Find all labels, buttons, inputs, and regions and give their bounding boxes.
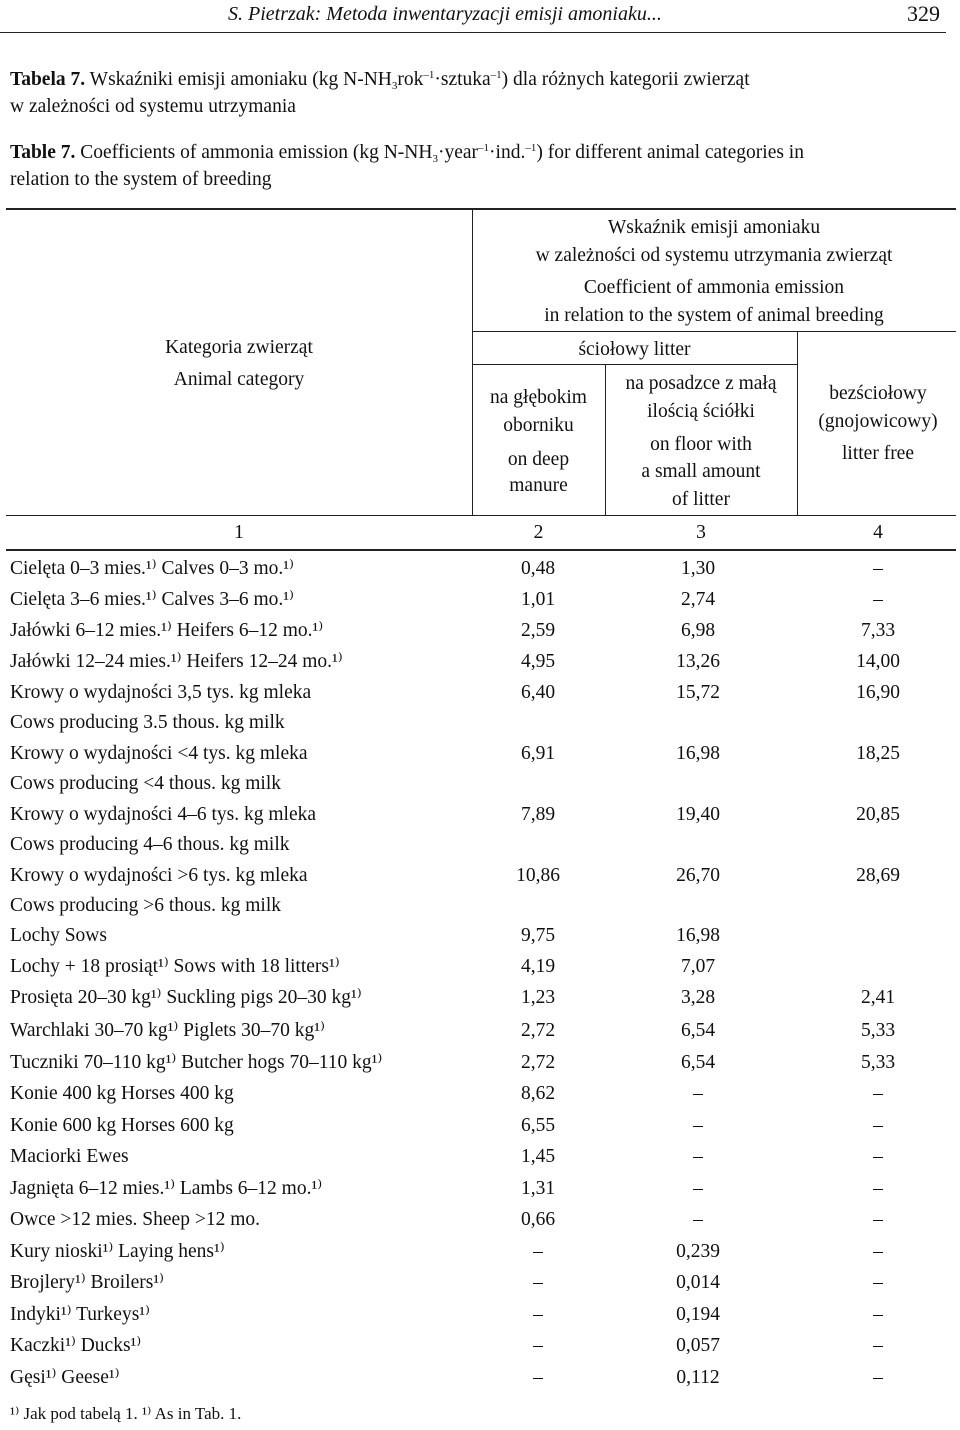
row-value-col2: 9,75 — [520, 925, 556, 946]
row-value-col4: 16,90 — [856, 682, 900, 703]
row-value-col4: – — [873, 1146, 883, 1167]
row-label-english: Cows producing 4–6 thous. kg milk — [10, 834, 290, 855]
header-group-pl-1: Wskaźnik emisji amoniaku — [607, 217, 821, 238]
row-label: Kaczki¹⁾ Ducks¹⁾ — [10, 1335, 142, 1356]
row-label: Cielęta 0–3 mies.¹⁾ Calves 0–3 mo.¹⁾ — [10, 558, 294, 579]
caption-english-text-c: ·ind. — [489, 142, 526, 163]
header-group-en-2: in relation to the system of animal breeding — [544, 305, 884, 326]
row-value-col2: 6,40 — [520, 682, 556, 703]
caption-polish-sub: 3 — [391, 80, 398, 92]
row-value-col3: – — [693, 1083, 703, 1104]
header-free-pl-2: (gnojowicowy) — [818, 411, 938, 432]
row-value-col3: 0,014 — [676, 1272, 720, 1293]
caption-polish — [10, 66, 945, 120]
row-label: Owce >12 mies. Sheep >12 mo. — [10, 1209, 260, 1230]
row-value-col3: – — [693, 1115, 703, 1136]
row-value-col4: – — [873, 589, 883, 610]
row-label: Krowy o wydajności >6 tys. kg mleka — [10, 865, 308, 886]
row-value-col4: 7,33 — [860, 620, 896, 641]
header-free-en: litter free — [842, 443, 914, 464]
caption-english-text-d: ) for different animal categories in — [536, 142, 804, 163]
row-value-col2: – — [533, 1335, 543, 1356]
header-floor-en-1: on floor with — [650, 434, 752, 455]
row-label: Maciorki Ewes — [10, 1146, 129, 1167]
caption-english-text-b: ·year — [437, 142, 479, 163]
group-header-rule — [472, 331, 956, 332]
row-label: Konie 600 kg Horses 600 kg — [10, 1115, 234, 1136]
header-deep-en-2: manure — [509, 475, 568, 496]
row-value-col4: 2,41 — [860, 987, 896, 1008]
row-value-col2: 6,91 — [520, 743, 556, 764]
header-animal-category-pl: Kategoria zwierząt — [165, 337, 313, 358]
row-value-col3: 0,239 — [676, 1241, 720, 1262]
row-value-col3: 13,26 — [676, 651, 720, 672]
row-value-col4: 18,25 — [856, 743, 900, 764]
row-value-col4: – — [873, 1272, 883, 1293]
caption-polish-sup-2: –1 — [490, 69, 502, 81]
caption-polish-text-c: ·sztuka — [434, 69, 491, 90]
row-value-col2: 4,95 — [520, 651, 556, 672]
row-label: Cielęta 3–6 mies.¹⁾ Calves 3–6 mo.¹⁾ — [10, 589, 294, 610]
row-label: Lochy + 18 prosiąt¹⁾ Sows with 18 litters¹⁾ — [10, 956, 340, 977]
row-value-col2: 2,59 — [520, 620, 556, 641]
row-value-col3: 19,40 — [676, 804, 720, 825]
row-value-col3: – — [693, 1178, 703, 1199]
row-value-col2: 6,55 — [520, 1115, 556, 1136]
header-floor-pl-2: ilością ściółki — [647, 401, 755, 422]
row-value-col2: 8,62 — [520, 1083, 556, 1104]
row-label: Warchlaki 30–70 kg¹⁾ Piglets 30–70 kg¹⁾ — [10, 1020, 325, 1041]
row-value-col2: – — [533, 1272, 543, 1293]
row-label-english: Cows producing 3.5 thous. kg milk — [10, 712, 285, 733]
row-label: Krowy o wydajności 4–6 tys. kg mleka — [10, 804, 317, 825]
caption-polish-line2: w zależności od systemu utrzymania — [10, 96, 296, 117]
row-value-col4: 20,85 — [856, 804, 900, 825]
row-label: Jałówki 6–12 mies.¹⁾ Heifers 6–12 mo.¹⁾ — [10, 620, 324, 641]
row-label: Krowy o wydajności 3,5 tys. kg mleka — [10, 682, 312, 703]
header-floor-en-3: of litter — [672, 489, 730, 510]
row-value-col2: 2,72 — [520, 1020, 556, 1041]
row-value-col4: – — [873, 1115, 883, 1136]
row-value-col4: – — [873, 1304, 883, 1325]
row-label: Kury nioski¹⁾ Laying hens¹⁾ — [10, 1241, 225, 1262]
litter-header-rule — [472, 364, 797, 365]
page-number: 329 — [907, 1, 940, 26]
header-group-en-1: Coefficient of ammonia emission — [583, 277, 845, 298]
row-value-col3: 6,54 — [680, 1052, 716, 1073]
row-value-col3: 7,07 — [680, 956, 716, 977]
row-value-col3: 0,057 — [676, 1335, 720, 1356]
header-deep-pl-1: na głębokim — [490, 387, 587, 408]
row-value-col3: 26,70 — [676, 865, 720, 886]
caption-english-text: Coefficients of ammonia emission (kg N-NH — [80, 142, 433, 163]
header-bottom-rule — [6, 515, 956, 516]
header-group-pl-2: w zależności od systemu utrzymania zwierząt — [535, 245, 893, 266]
row-value-col2: 1,23 — [520, 987, 556, 1008]
row-label-english: Cows producing <4 thous. kg milk — [10, 773, 282, 794]
row-value-col2: 0,66 — [520, 1209, 556, 1230]
row-value-col2: – — [533, 1241, 543, 1262]
row-label-english: Cows producing >6 thous. kg milk — [10, 895, 282, 916]
colnum-2: 2 — [533, 522, 544, 543]
row-label: Konie 400 kg Horses 400 kg — [10, 1083, 234, 1104]
row-value-col4: 5,33 — [860, 1020, 896, 1041]
table-top-rule — [6, 208, 956, 210]
row-value-col3: – — [693, 1146, 703, 1167]
header-deep-pl-2: oborniku — [503, 415, 574, 436]
caption-polish-label: Tabela 7. — [10, 69, 86, 90]
row-value-col3: 15,72 — [676, 682, 720, 703]
row-value-col3: 6,98 — [680, 620, 716, 641]
row-value-col4: – — [873, 558, 883, 579]
colnum-3: 3 — [696, 522, 706, 543]
caption-english-sup-2: –1 — [525, 142, 537, 154]
row-label: Gęsi¹⁾ Geese¹⁾ — [10, 1367, 120, 1388]
row-label: Tuczniki 70–110 kg¹⁾ Butcher hogs 70–110 kg¹⁾ — [10, 1052, 383, 1073]
row-label: Indyki¹⁾ Turkeys¹⁾ — [10, 1304, 150, 1325]
row-value-col2: 1,45 — [520, 1146, 556, 1167]
row-label: Lochy Sows — [10, 925, 107, 946]
row-value-col4: – — [873, 1178, 883, 1199]
header-litter: ściołowy litter — [578, 339, 691, 360]
caption-english-sub: 3 — [432, 153, 438, 165]
row-value-col4: – — [873, 1335, 883, 1356]
row-value-col2: 2,72 — [520, 1052, 556, 1073]
row-value-col2: – — [533, 1367, 543, 1388]
colnum-rule — [6, 549, 956, 551]
running-header — [0, 0, 946, 33]
row-value-col3: 16,98 — [676, 925, 720, 946]
row-label: Brojlery¹⁾ Broilers¹⁾ — [10, 1272, 164, 1293]
row-value-col2: 4,19 — [520, 956, 556, 977]
row-value-col2: 10,86 — [516, 865, 560, 886]
row-value-col4: – — [873, 1209, 883, 1230]
colnum-1: 1 — [234, 522, 244, 543]
caption-polish-text-d: ) dla różnych kategorii zwierząt — [501, 69, 750, 90]
row-value-col2: 1,01 — [520, 589, 556, 610]
row-value-col3: – — [693, 1209, 703, 1230]
caption-polish-text: Wskaźniki emisji amoniaku (kg N-NH — [89, 69, 392, 90]
row-value-col2: 7,89 — [520, 804, 556, 825]
row-value-col4: 28,69 — [856, 865, 900, 886]
header-free-pl-1: bezściołowy — [829, 383, 927, 404]
row-value-col3: 2,74 — [680, 589, 716, 610]
row-label: Prosięta 20–30 kg¹⁾ Suckling pigs 20–30 kg¹⁾ — [10, 987, 362, 1008]
header-animal-category-en: Animal category — [173, 369, 305, 390]
row-value-col2: 1,31 — [520, 1178, 556, 1199]
row-value-col3: 3,28 — [680, 987, 716, 1008]
row-value-col4: 14,00 — [856, 651, 900, 672]
row-value-col3: 0,112 — [676, 1367, 720, 1388]
row-value-col2: 0,48 — [520, 558, 556, 579]
caption-english-label: Table 7. — [10, 142, 76, 163]
row-value-col3: 0,194 — [676, 1304, 720, 1325]
row-value-col3: 1,30 — [680, 558, 716, 579]
colnum-4: 4 — [873, 522, 883, 543]
header-floor-en-2: a small amount — [641, 461, 761, 482]
row-value-col3: 16,98 — [676, 743, 720, 764]
row-value-col4: 5,33 — [860, 1052, 896, 1073]
caption-polish-sup: –1 — [423, 69, 435, 81]
row-label: Jagnięta 6–12 mies.¹⁾ Lambs 6–12 mo.¹⁾ — [10, 1178, 323, 1199]
row-value-col2: – — [533, 1304, 543, 1325]
row-label: Jałówki 12–24 mies.¹⁾ Heifers 12–24 mo.¹⁾ — [10, 651, 343, 672]
caption-english-line2: relation to the system of breeding — [10, 169, 272, 190]
footnote: ¹⁾ Jak pod tabelą 1. ¹⁾ As in Tab. 1. — [10, 1404, 242, 1423]
row-label: Krowy o wydajności <4 tys. kg mleka — [10, 743, 308, 764]
row-value-col4: – — [873, 1083, 883, 1104]
row-value-col4: – — [873, 1367, 883, 1388]
row-value-col3: 6,54 — [680, 1020, 716, 1041]
caption-english-sup: –1 — [478, 142, 490, 154]
row-value-col4: – — [873, 1241, 883, 1262]
running-head-text: S. Pietrzak: Metoda inwentaryzacji emisji amoniaku... — [228, 3, 662, 25]
caption-english — [10, 139, 945, 193]
header-deep-en-1: on deep — [507, 449, 570, 470]
header-floor-pl-1: na posadzce z małą — [625, 373, 777, 394]
caption-polish-text-b: rok — [397, 69, 424, 90]
